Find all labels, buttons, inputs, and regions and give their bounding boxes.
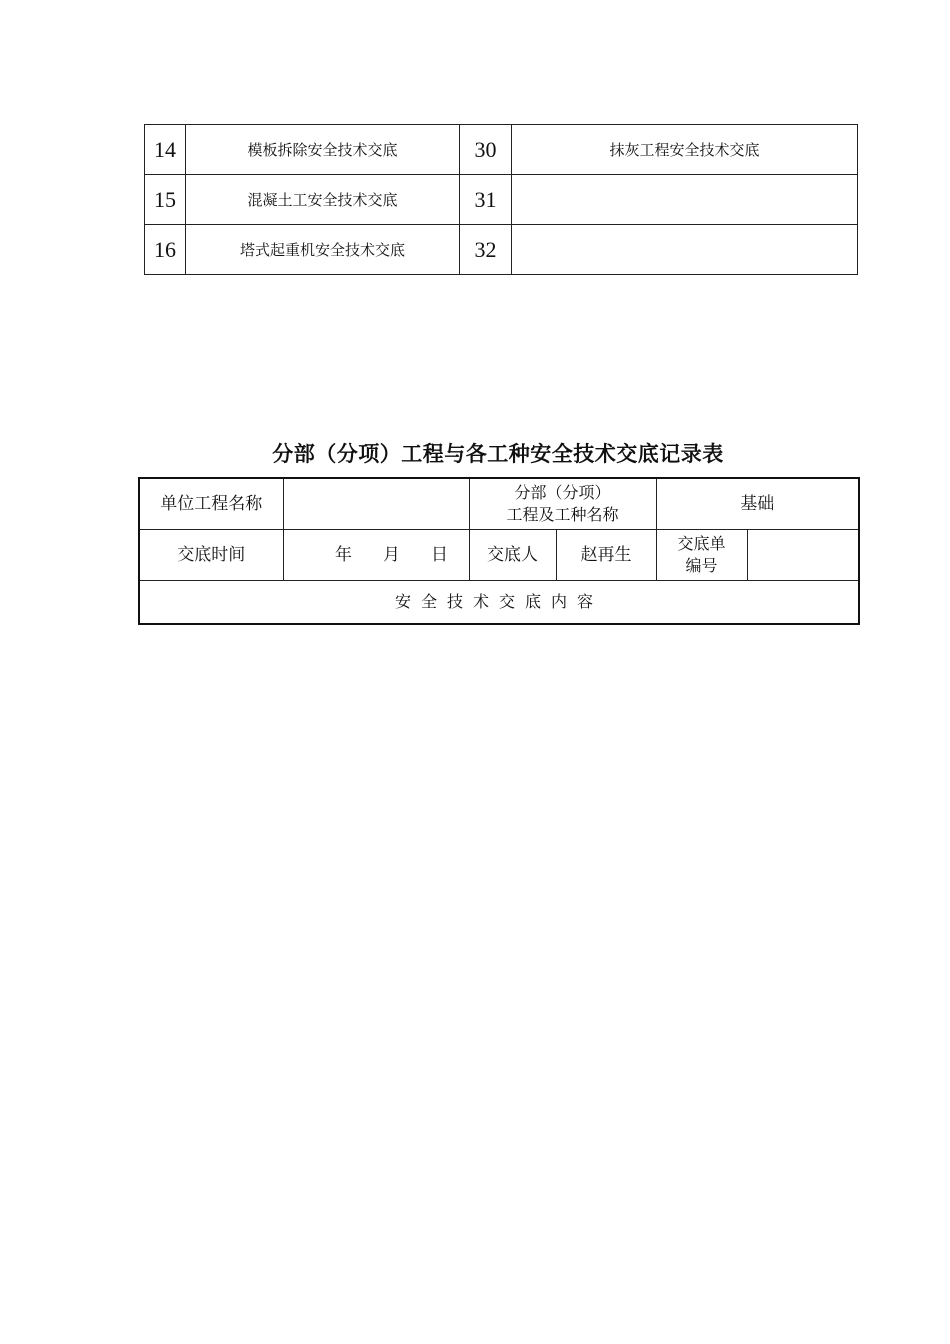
content-header: 安全技术交底内容: [139, 580, 859, 624]
person-label: 交底人: [469, 529, 556, 580]
index-table: [144, 124, 858, 275]
index-left-number: 16: [145, 225, 186, 275]
year-label: 年: [335, 544, 352, 565]
index-left-name: 塔式起重机安全技术交底: [186, 225, 460, 275]
index-right-name: [512, 175, 858, 225]
index-right-number: 30: [460, 125, 512, 175]
unit-project-value: [283, 478, 469, 529]
number-value: [747, 529, 859, 580]
safety-briefing-form: [138, 477, 860, 625]
index-left-name: 混凝土工安全技术交底: [186, 175, 460, 225]
time-label: 交底时间: [139, 529, 283, 580]
day-label: 日: [431, 544, 448, 565]
month-label: 月: [383, 544, 400, 565]
index-left-number: 14: [145, 125, 186, 175]
sub-project-value: 基础: [656, 478, 859, 529]
unit-project-label: 单位工程名称: [139, 478, 283, 529]
date-value: [283, 529, 469, 580]
number-label-line2: 编号: [685, 555, 718, 575]
person-value: 赵再生: [556, 529, 656, 580]
number-label-line1: 交底单: [677, 533, 726, 553]
index-row: [145, 175, 858, 225]
index-right-number: 31: [460, 175, 512, 225]
index-right-number: 32: [460, 225, 512, 275]
index-row: [145, 225, 858, 275]
form-title: 分部（分项）工程与各工种安全技术交底记录表: [272, 442, 724, 466]
index-row: [145, 125, 858, 175]
number-label: [656, 529, 747, 580]
sub-project-label-line2: 工程及工种名称: [506, 504, 619, 524]
index-left-name: 模板拆除安全技术交底: [186, 125, 460, 175]
index-right-name: [512, 225, 858, 275]
index-right-name: 抹灰工程安全技术交底: [512, 125, 858, 175]
index-left-number: 15: [145, 175, 186, 225]
sub-project-label-line1: 分部（分项）: [514, 482, 611, 502]
sub-project-label: [469, 478, 656, 529]
